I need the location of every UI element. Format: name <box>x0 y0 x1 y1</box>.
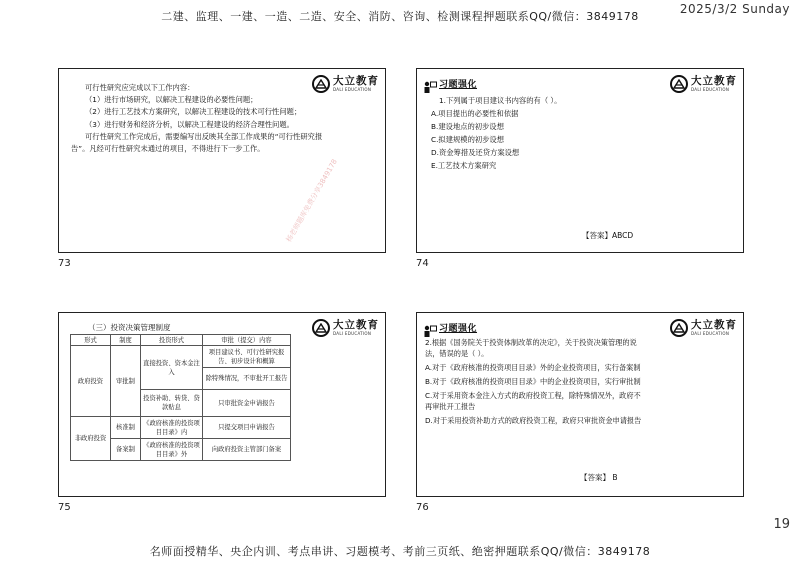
logo-name-en: DALI EDUCATION <box>691 330 730 336</box>
slide-number: 74 <box>416 258 429 269</box>
table-header: 制度 <box>111 335 141 346</box>
answer: 【答案】 B <box>580 473 618 482</box>
logo <box>670 319 737 337</box>
header-date: 2025/3/2 Sunday <box>679 2 790 16</box>
quiz-title-text: 习题强化 <box>439 324 478 334</box>
slide-73 <box>58 68 386 253</box>
table-cell: 备案制 <box>111 439 141 461</box>
question-block <box>431 94 721 172</box>
slide-number: 73 <box>58 258 71 269</box>
table-cell: 直接投资、资本金注入 <box>141 346 203 390</box>
question-block <box>425 337 647 429</box>
teacher-icon <box>423 322 437 334</box>
dali-logo-icon <box>670 319 688 337</box>
table-row <box>71 417 291 439</box>
header-banner: 二建、监理、一建、一造、二造、安全、消防、咨询、检测课程押题联系QQ/微信：3849178 <box>161 10 639 23</box>
table-cell: 向政府投资主管部门备案 <box>203 439 291 461</box>
table-header: 形式 <box>71 335 111 346</box>
table-cell: 非政府投资 <box>71 417 111 461</box>
slide-title: （三）投资决策管理制度 <box>88 323 171 332</box>
footer-banner: 名师面授精华、央企内训、考点串讲、习题模考、考前三页纸、绝密押题联系QQ/微信：3849178 <box>149 545 651 558</box>
answer: 【答案】ABCD <box>582 231 634 240</box>
logo-name-cn: 大立教育 <box>333 319 379 332</box>
table-cell: 审批制 <box>111 346 141 417</box>
table-cell: 只审批资金申请报告 <box>203 390 291 417</box>
quiz-title <box>423 77 477 90</box>
paragraph: 可行性研究工作完成后，需要编写出反映其全部工作成果的“可行性研究报告”。凡经可行性研究未通过的项目，不得进行下一步工作。 <box>71 131 323 154</box>
slide-body <box>71 82 331 155</box>
logo <box>312 319 379 337</box>
slide-number: 75 <box>58 502 71 513</box>
table-cell: 项目建议书、可行性研究报告、初步设计和概算 <box>203 346 291 368</box>
logo-name-en: DALI EDUCATION <box>333 330 372 336</box>
paragraph: （3）进行财务和经济分析，以解决工程建设的经济合理性问题。 <box>85 119 294 129</box>
paragraph: （2）进行工艺技术方案研究，以解决工程建设的技术可行性问题； <box>85 107 302 117</box>
quiz-title-text: 习题强化 <box>439 80 478 90</box>
paragraph: 可行性研究应完成以下工作内容： <box>85 83 195 92</box>
option: A.项目提出的必要性和依据 <box>431 109 519 118</box>
question-text: 1.下列属于项目建议书内容的有（ ）。 <box>439 96 562 105</box>
logo-name-cn: 大立教育 <box>333 75 379 88</box>
dali-logo-icon <box>670 75 688 93</box>
table-cell: 只提交项目申请报告 <box>203 417 291 439</box>
table-header: 投资形式 <box>141 335 203 346</box>
option: B.建设地点的初步设想 <box>431 122 504 131</box>
slide-number: 76 <box>416 502 429 513</box>
question-text: 2.根据《国务院关于投资体制改革的决定》，关于投资决策管理的说法，错误的是（ ）。 <box>425 338 637 358</box>
table-cell: 投资补助、转贷、贷款贴息 <box>141 390 203 417</box>
table-cell: 除特殊情况，不审批开工报告 <box>203 368 291 390</box>
slide-74 <box>416 68 744 253</box>
logo <box>670 75 737 93</box>
option: E.工艺技术方案研究 <box>431 161 497 170</box>
logo-name-cn: 大立教育 <box>691 75 737 88</box>
option: B.对于《政府核准的投资项目目录》中的企业投资项目，实行审批制 <box>425 377 641 386</box>
table-row <box>71 346 291 368</box>
logo-name-en: DALI EDUCATION <box>333 86 372 92</box>
slide-76 <box>416 312 744 497</box>
table-header: 审批（提交）内容 <box>203 335 291 346</box>
option: C.拟建规模的初步设想 <box>431 135 505 144</box>
page-number: 19 <box>773 517 790 532</box>
table-cell: 政府投资 <box>71 346 111 417</box>
option: A.对于《政府核准的投资项目目录》外的企业投资项目，实行备案制 <box>425 363 641 372</box>
table-cell: 核准制 <box>111 417 141 439</box>
option: C.对于采用资本金注入方式的政府投资工程，除特殊情况外，政府不再审批开工报告 <box>425 391 641 411</box>
option: D.资金筹措及还贷方案设想 <box>431 148 520 157</box>
option: D.对于采用投资补助方式的政府投资工程，政府只审批资金申请报告 <box>425 416 642 425</box>
table-cell: 《政府核准的投资项目目录》外 <box>141 439 203 461</box>
table-cell: 《政府核准的投资项目目录》内 <box>141 417 203 439</box>
teacher-icon <box>423 78 437 90</box>
watermark: 杨老师题库免费分享3849178 <box>284 157 339 244</box>
quiz-title <box>423 321 477 334</box>
table-header-row <box>71 335 291 346</box>
dali-logo-icon <box>312 319 330 337</box>
investment-table <box>70 334 291 461</box>
paragraph: （1）进行市场研究，以解决工程建设的必要性问题； <box>85 95 258 105</box>
logo-name-en: DALI EDUCATION <box>691 86 730 92</box>
slide-75 <box>58 312 386 497</box>
logo-name-cn: 大立教育 <box>691 319 737 332</box>
